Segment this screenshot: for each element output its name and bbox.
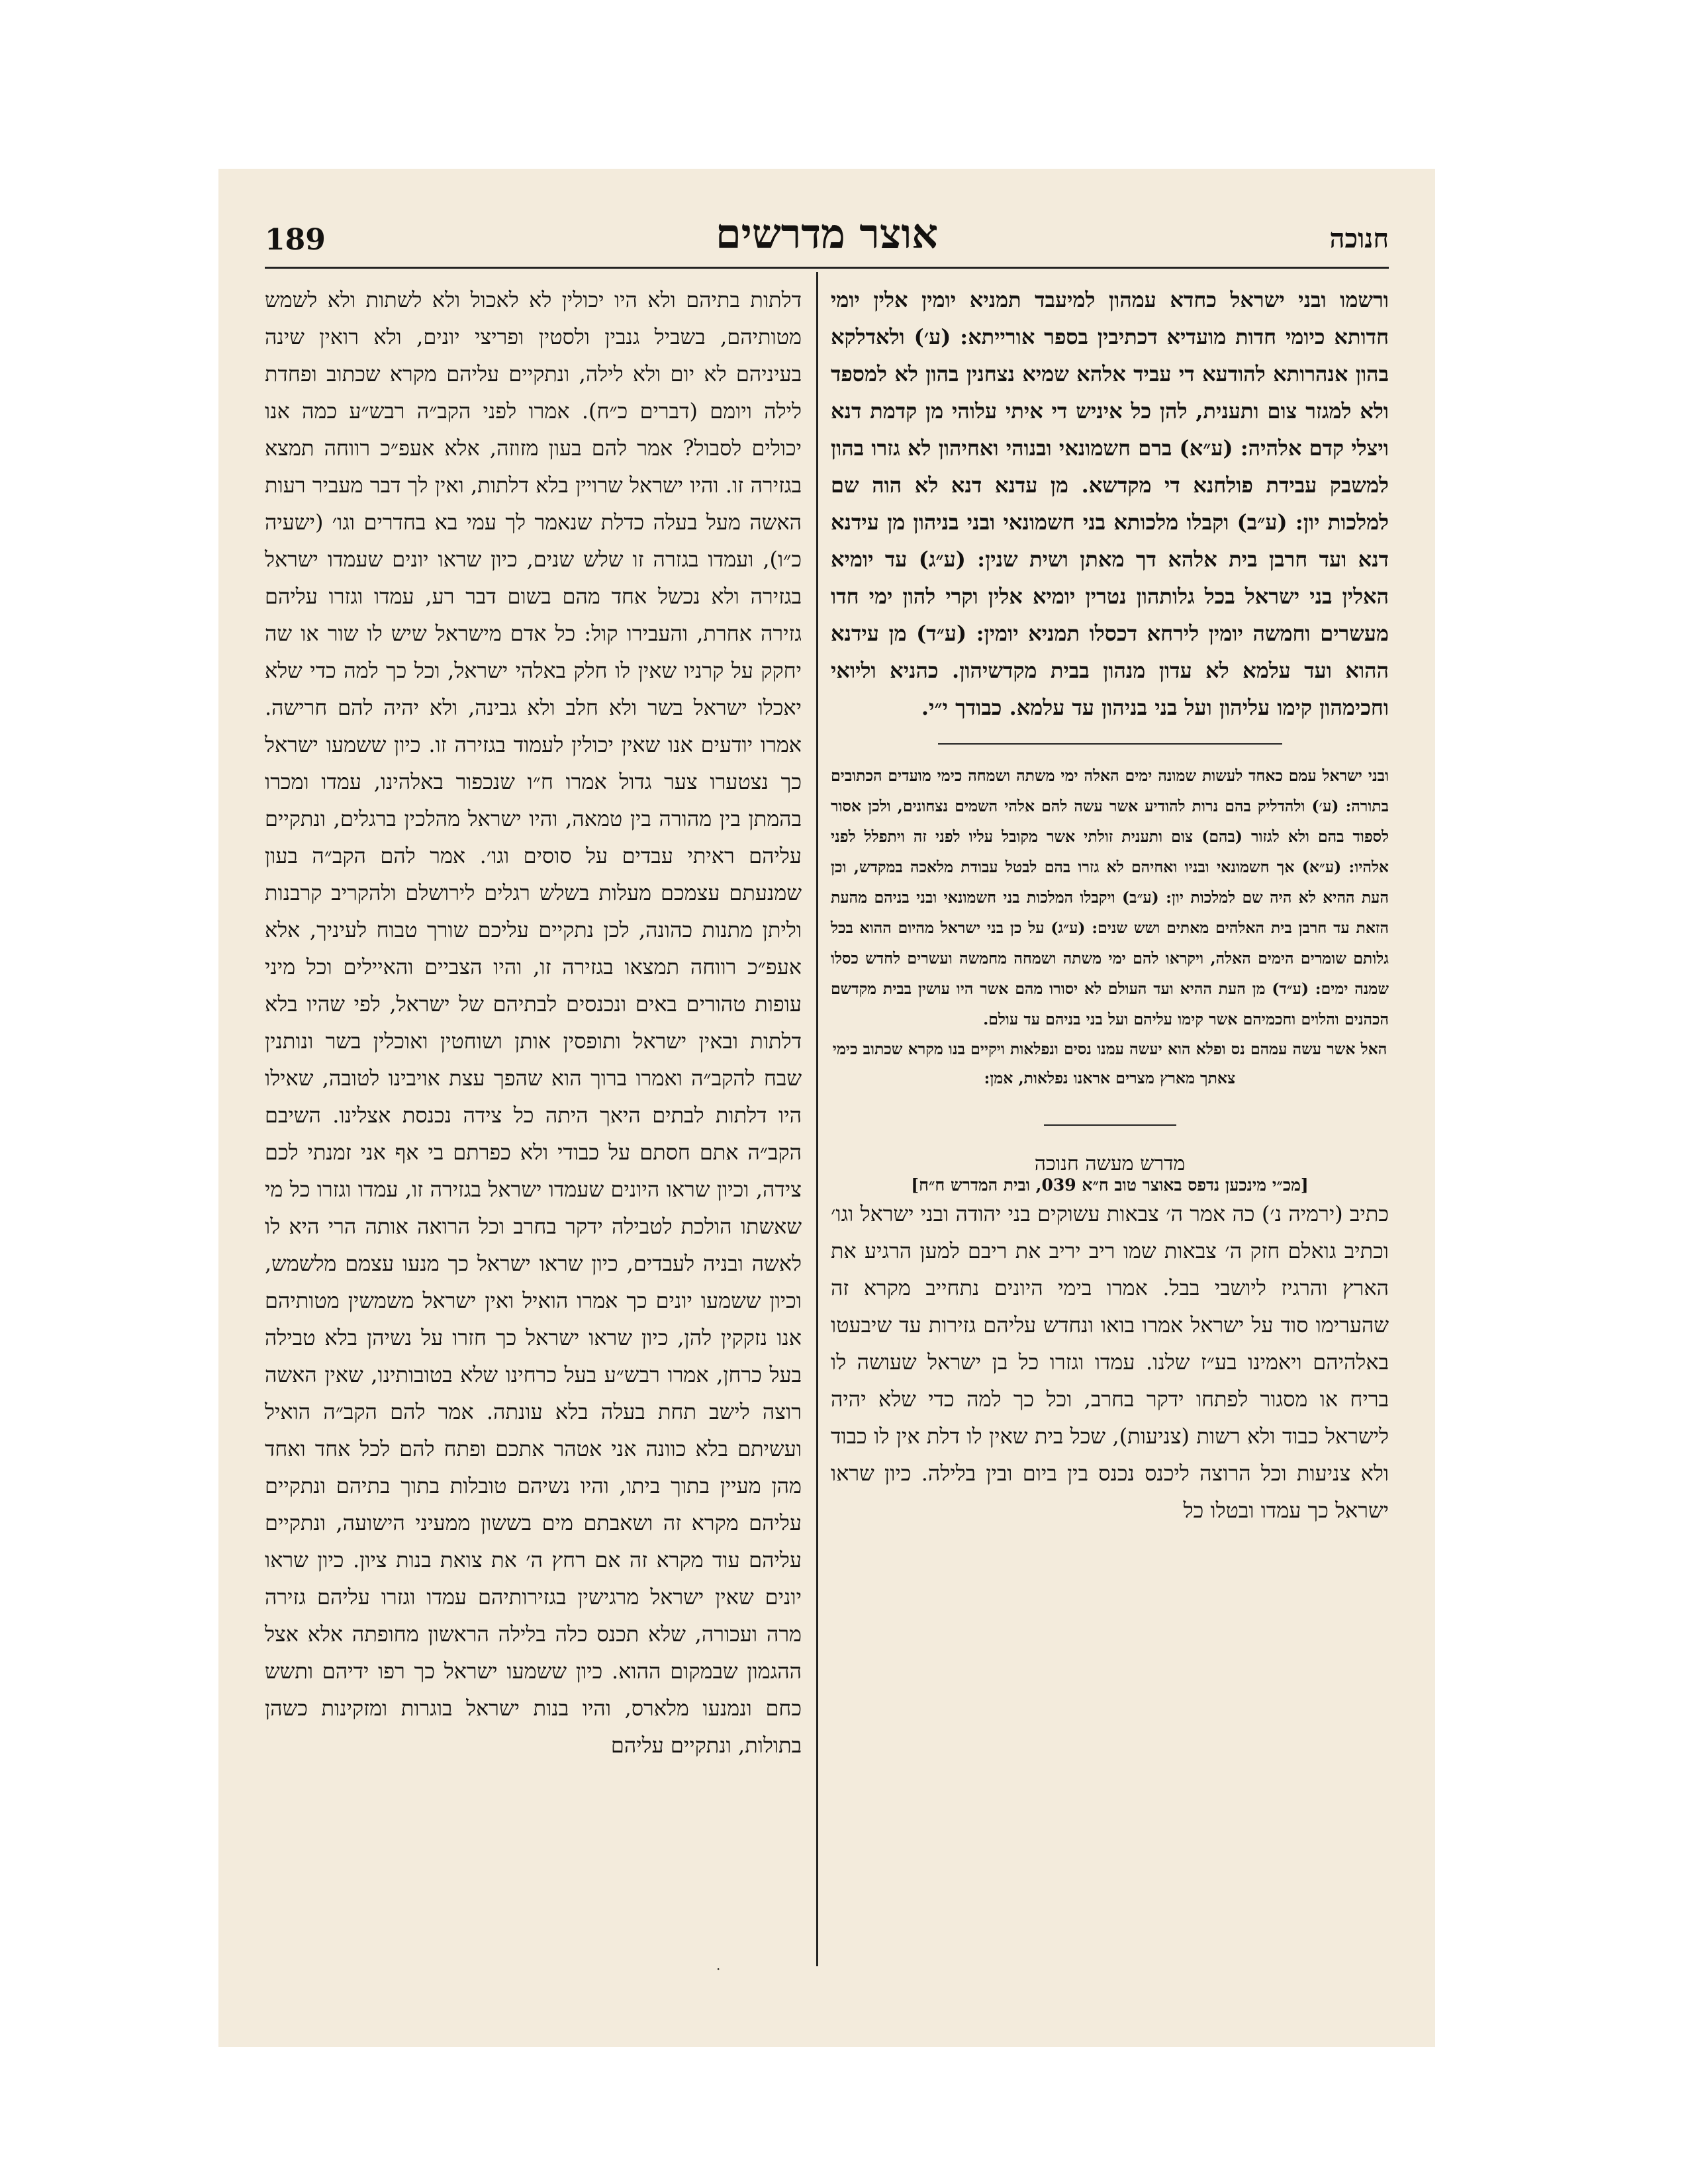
section-title: מדרש מעשה חנוכה bbox=[1034, 1152, 1186, 1175]
column-divider bbox=[816, 272, 818, 1966]
running-title: אוצר מדרשים bbox=[715, 210, 939, 258]
book-page bbox=[218, 169, 1435, 2047]
closing-prayer: האל אשר עשה עמהם נס ופלא הוא יעשה עמנו נסים ונפלאות ויקיים בנו מקרא שכתוב כימי צאתך מארץ מצרים אראנו נפלאות, אמן: bbox=[832, 1040, 1387, 1087]
translation-note: ובני ישראל עמם כאחד לעשות שמונה ימים האלה ימי משתה ושמחה כימי מועדים הכתובים בתורה: (ע׳) ולהדליק בהם נרות להודיע אשר עשה להם אלהי השמים נצחונים, ולכן אסור לספוד בהם ולא לגזור (בהם) צום ותענית זולתי אשר מקובל עליו לפני זה ויתפלל לפני אלהיו: (ע״א) אך חשמונאי ובניו ואחיהם לא גזרו בהם לבטל עבודת מלאכה במקדש, וכן העת ההיא לא היה שם למלכות יון: (ע״ב) ויקבלו המלכות בני חשמונאי ובני בניהם מהעת הזאת עד חרבן בית האלהים מאתים ושש שנים: (ע״ג) על כן בני ישראל מהיום ההוא בכל גלותם שומרים הימים האלה, ויקראו להם ימי משתה ושמחה מחמשה ועשרים לחדש כסלו שמנה ימים: (ע״ד) מן העת ההיא ועד העולם לא יסורו מהם אשר היו עושין בבית מקדשם הכהנים והלוים וחכמיהם אשר קימו עליהם ועל בני בניהם עד עולם. bbox=[831, 766, 1389, 1028]
midrash-paragraph: כתיב (ירמיה נ׳) כה אמר ה׳ צבאות עשוקים בני יהודה ובני ישראל וגו׳ וכתיב גואלם חזק ה׳ צבאות שמו ריב יריב את ריבם למען הרגיע את הארץ והרגיז ליושבי בבל. אמרו בימי היונים נתחייב מקרא זה שהערימו סוד על ישראל אמרו בואו ונחדש עליהם גזירות עד שיבעטו באלהיהם ויאמינו בע״ז שלנו. עמדו וגזרו כל בן ישראל שעושה לו בריח או מסגור לפתחו ידקר בחרב, וכל כך למה כדי שלא יהיה לישראל כבוד ולא רשות (צניעות), שכל בית שאין לו דלת אין לו כבוד ולא צניעות וכל הרוצה ליכנס נכנס בין ביום ובין בלילה. כיון שראו ישראל כך עמדו ובטלו כל bbox=[831, 1201, 1389, 1523]
note-separator bbox=[938, 743, 1282, 745]
footer-mark: · bbox=[716, 1961, 721, 1977]
section-source: [מכ״י מינכען נדפס באוצר טוב ח״א 039, ובית המדרש ח״ח] bbox=[911, 1175, 1309, 1195]
header-rule bbox=[265, 267, 1389, 269]
continuation-paragraph: דלתות בתיהם ולא היו יכולין לא לאכול ולא לשתות ולא לשמש מטותיהם, בשביל גנבין ולסטין ופריצי יונים, ולא רואין שינה בעיניהם לא יום ולא לילה, ונתקיים עליהם מקרא שכתוב ופחדת לילה ויומם (דברים כ״ח). אמרו לפני הקב״ה רבש״ע כמה אנו יכולים לסבול? אמר להם בעון מזוזה, אלא אעפ״כ רווחה תמצא בגזירה זו. והיו ישראל שרויין בלא דלתות, ואין לך דבר מעביר רעות האשה מעל בעלה כדלת שנאמר לך עמי בא בחדרים וגו׳ (ישעיה כ״ו), ועמדו בגזרה זו שלש שנים, כיון שראו יונים שעמדו ישראל בגזירה ולא נכשל אחד מהם בשום דבר רע, עמדו וגזרו עליהם גזירה אחרת, והעבירו קול: כל אדם מישראל שיש לו שור או שה יחקק על קרניו שאין לו חלק באלהי ישראל, וכל כך למה כדי שלא יאכלו ישראל בשר ולא חלב ולא גבינה, ולא יהיה להם חרישה. אמרו יודעים אנו שאין יכולין לעמוד בגזירה זו. כיון ששמעו ישראל כך נצטערו צער גדול אמרו ח״ו שנכפור באלהינו, עמדו ומכרו בהמתן בין מהורה בין טמאה, והיו ישראל מהלכין ברגלים, ונתקיים עליהם ראיתי עבדים על סוסים וגו׳. אמר להם הקב״ה בעון שמנעתם עצמכם מעלות בשלש רגלים לירושלם ולהקריב קרבנות וליתן מתנות כהונה, לכן נתקיים עליכם שורך טבוח לעיניך, אלא אעפ״כ רווחה תמצאו בגזירה זו, והיו הצביים והאיילים וכל מיני עופות טהורים באים ונכנסים לבתיהם של ישראל, לפי שהיו בלא דלתות ובאין ישראל ותופסין אותן ושוחטין ואוכלין בשר ונותנין שבח להקב״ה ואמרו ברוך הוא שהפך עצת אויבינו לטובה, שאילו היו דלתות לבתים היאך היתה כל צידה נכנסת אצלינו. השיבם הקב״ה אתם חסתם על כבודי ולא כפרתם בי אף אני זמנתי לכם צידה, וכיון שראו היונים שעמדו ישראל בגזירה זו, עמדו וגזרו כל מי שאשתו הולכת לטבילה ידקר בחרב וכל הרואה אותה הרי היא לו לאשה ובניה לעבדים, כיון שראו ישראל כך מנעו עצמם מלשמש, וכיון ששמעו יונים כך אמרו הואיל ואין ישראל משמשין מטותיהם אנו נזקקין להן, כיון שראו ישראל כך חזרו על נשיהן בלא טבילה בעל כרחן, אמרו רבש״ע בעל כרחינו שלא בטובותינו, שאין האשה רוצה לישב תחת בעלה בלא עונתה. אמר להם הקב״ה הואיל ועשיתם בלא כוונה אני אטהר אתכם ופתח להם לכל אחד ואחד מהן מעיין בתוך ביתו, והיו נשיהם טובלות בתוך בתיהם ונתקיים עליהם מקרא זה ושאבתם מים בששון ממעיני הישועה, ונתקיים עליהם עוד מקרא זה אם רחץ ה׳ את צואת בנות ציון. כיון שראו יונים שאין ישראל מרגישין בגזירותיהם עמדו וגזרו עליהם גזירה מרה ועכורה, שלא תכנס כלה בלילה הראשון מחופתה אלא אצל ההגמון שבמקום ההוא. כיון ששמעו ישראל כך רפו ידיהם ותשש כחם ונמנעו מלארס, והיו בנות ישראל בוגרות ומזקינות כשהן בתולות, ונתקיים עליהם bbox=[265, 287, 802, 1758]
page-number: 189 bbox=[265, 223, 326, 257]
running-topic: חנוכה bbox=[1329, 223, 1389, 254]
page-header bbox=[265, 208, 1389, 268]
section-separator bbox=[1044, 1124, 1176, 1126]
left-column bbox=[265, 281, 802, 1764]
right-column bbox=[831, 281, 1389, 1529]
aramaic-paragraph: ורשמו ובני ישראל כחדא עמהון למיעבד תמניא יומין אלין יומי חדותא כיומי חדות מועדיא דכתיבין בספר אורייתא: (ע׳) ולאדלקא בהון אנהרותא להודעא די עביד אלהא שמיא נצחנין בהון לא למספד ולא למגזר צום ותענית, להן כל איניש די איתי עלוהי מן קדמת דנא ויצלי קדם אלהיה: (ע״א) ברם חשמונאי ובנוהי ואחיהון לא גזרו בהון למשבק עבידת פולחנא די מקדשא. מן עדנא דנא לא הוה שם למלכות יון: (ע״ב) וקבלו מלכותא בני חשמונאי ובני בניהון מן עידנא דנא ועד חרבן בית אלהא דך מאתן ושית שנין: (ע״ג) עד יומיא האלין בני ישראל בכל גלותהון נטרין יומיא אלין וקרי להון ימי חדו מעשרים וחמשה יומין לירחא דכסלו תמניא יומין: (ע״ד) מן עידנא ההוא ועד עלמא לא עדון מנהון בבית מקדשיהון. כהניא וליואי וחכימהון קימו עליהון ועל בני בניהון עד עלמא. כבודך י״י. bbox=[831, 287, 1389, 720]
